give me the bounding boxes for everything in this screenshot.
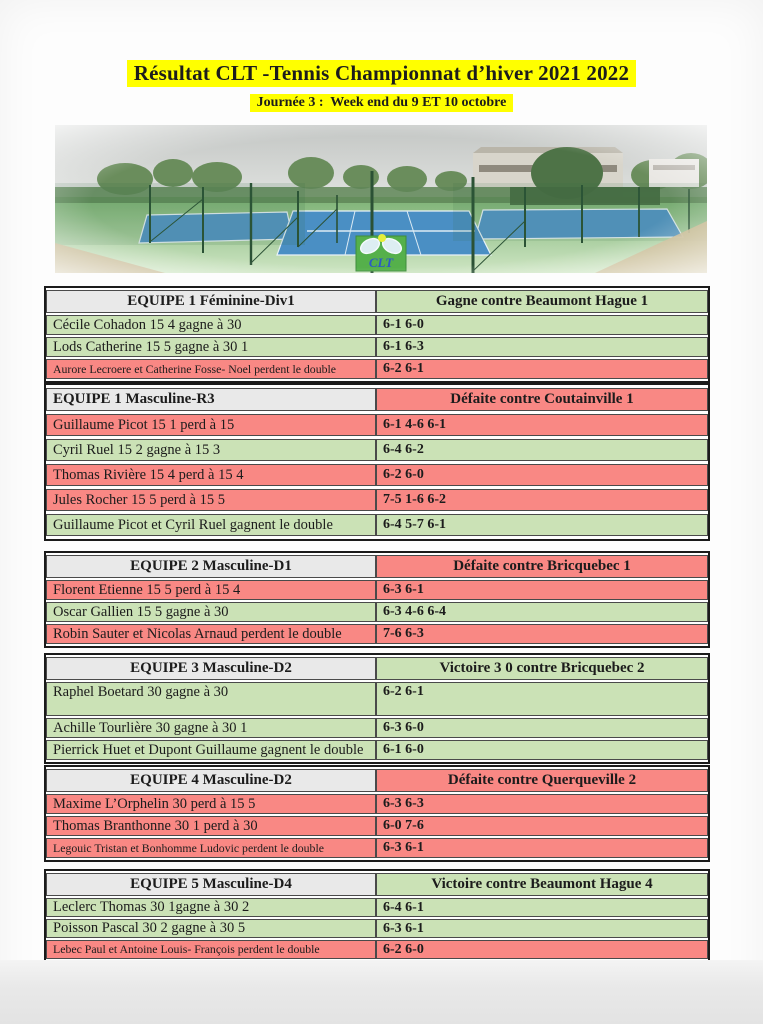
team-results-table (44, 551, 710, 648)
match-score: 6-3 6-1 (376, 919, 708, 938)
match-row (46, 315, 708, 335)
match-score: 6-4 6-2 (376, 439, 708, 461)
match-row (46, 439, 708, 461)
player-name: Raphel Boetard 30 gagne à 30 (46, 682, 376, 716)
match-row (46, 718, 708, 738)
page-subtitle-text: Journée 3 : Week end du 9 ET 10 octobre (250, 94, 514, 112)
match-row (46, 740, 708, 760)
table-header-row (46, 555, 708, 578)
match-score: 6-4 5-7 6-1 (376, 514, 708, 536)
team-results-table (44, 383, 710, 541)
match-row (46, 337, 708, 357)
player-name: Maxime L’Orphelin 30 perd à 15 5 (46, 794, 376, 814)
page-title-text: Résultat CLT -Tennis Championnat d’hiver 2021 2022 (127, 60, 636, 87)
team-name: EQUIPE 3 Masculine-D2 (46, 657, 376, 680)
table-header-row (46, 388, 708, 411)
table-header-row (46, 769, 708, 792)
player-name: Jules Rocher 15 5 perd à 15 5 (46, 489, 376, 511)
match-score: 6-3 4-6 6-4 (376, 602, 708, 622)
match-row (46, 794, 708, 814)
match-score: 6-2 6-1 (376, 682, 708, 716)
match-score: 6-3 6-1 (376, 838, 708, 858)
tennis-courts-photo (55, 125, 707, 273)
player-name: Aurore Lecroere et Catherine Fosse- Noel perdent le double (46, 359, 376, 379)
player-name: Lods Catherine 15 5 gagne à 30 1 (46, 337, 376, 357)
player-name: Lebec Paul et Antoine Louis- François perdent le double (46, 940, 376, 959)
page-bottom-margin (0, 960, 763, 1024)
player-name: Thomas Branthonne 30 1 perd à 30 (46, 816, 376, 836)
match-row (46, 359, 708, 379)
table-header-row (46, 873, 708, 896)
match-row (46, 838, 708, 858)
match-row (46, 514, 708, 536)
match-row (46, 624, 708, 644)
team-name: EQUIPE 1 Masculine-R3 (46, 388, 376, 411)
player-name: Cécile Cohadon 15 4 gagne à 30 (46, 315, 376, 335)
match-score: 6-4 6-1 (376, 898, 708, 917)
team-name: EQUIPE 2 Masculine-D1 (46, 555, 376, 578)
player-name: Oscar Gallien 15 5 gagne à 30 (46, 602, 376, 622)
match-row (46, 414, 708, 436)
table-header-row (46, 290, 708, 313)
match-row (46, 816, 708, 836)
match-score: 6-2 6-0 (376, 940, 708, 959)
match-row (46, 898, 708, 917)
match-result-label: Défaite contre Querqueville 2 (376, 769, 708, 792)
match-score: 6-1 6-3 (376, 337, 708, 357)
match-result-label: Défaite contre Bricquebec 1 (376, 555, 708, 578)
tennis-courts-photo-illustration (55, 125, 707, 273)
match-score: 6-3 6-0 (376, 718, 708, 738)
table-header-row (46, 657, 708, 680)
team-results-table (44, 869, 710, 963)
team-results-table (44, 286, 710, 383)
match-score: 6-3 6-1 (376, 580, 708, 600)
match-score: 6-1 6-0 (376, 740, 708, 760)
player-name: Poisson Pascal 30 2 gagne à 30 5 (46, 919, 376, 938)
player-name: Guillaume Picot et Cyril Ruel gagnent le double (46, 514, 376, 536)
player-name: Legouic Tristan et Bonhomme Ludovic perdent le double (46, 838, 376, 858)
match-row (46, 940, 708, 959)
page-title (0, 60, 763, 87)
match-score: 6-2 6-1 (376, 359, 708, 379)
team-results-table (44, 653, 710, 764)
match-score: 6-1 4-6 6-1 (376, 414, 708, 436)
match-result-label: Défaite contre Coutainville 1 (376, 388, 708, 411)
match-score: 6-1 6-0 (376, 315, 708, 335)
team-name: EQUIPE 5 Masculine-D4 (46, 873, 376, 896)
match-row (46, 602, 708, 622)
match-result-label: Victoire contre Beaumont Hague 4 (376, 873, 708, 896)
player-name: Guillaume Picot 15 1 perd à 15 (46, 414, 376, 436)
team-name: EQUIPE 4 Masculine-D2 (46, 769, 376, 792)
team-results-table (44, 765, 710, 862)
player-name: Thomas Rivière 15 4 perd à 15 4 (46, 464, 376, 486)
match-result-label: Victoire 3 0 contre Bricquebec 2 (376, 657, 708, 680)
match-row (46, 919, 708, 938)
team-name: EQUIPE 1 Féminine-Div1 (46, 290, 376, 313)
match-score: 6-3 6-3 (376, 794, 708, 814)
player-name: Achille Tourlière 30 gagne à 30 1 (46, 718, 376, 738)
match-row (46, 580, 708, 600)
match-score: 6-2 6-0 (376, 464, 708, 486)
match-row (46, 682, 708, 716)
player-name: Cyril Ruel 15 2 gagne à 15 3 (46, 439, 376, 461)
player-name: Florent Etienne 15 5 perd à 15 4 (46, 580, 376, 600)
match-result-label: Gagne contre Beaumont Hague 1 (376, 290, 708, 313)
match-score: 7-5 1-6 6-2 (376, 489, 708, 511)
match-score: 6-0 7-6 (376, 816, 708, 836)
match-row (46, 464, 708, 486)
match-row (46, 489, 708, 511)
player-name: Pierrick Huet et Dupont Guillaume gagnent le double (46, 740, 376, 760)
player-name: Robin Sauter et Nicolas Arnaud perdent le double (46, 624, 376, 644)
photo-vignette (55, 125, 707, 273)
player-name: Leclerc Thomas 30 1gagne à 30 2 (46, 898, 376, 917)
match-score: 7-6 6-3 (376, 624, 708, 644)
page-subtitle (0, 93, 763, 112)
